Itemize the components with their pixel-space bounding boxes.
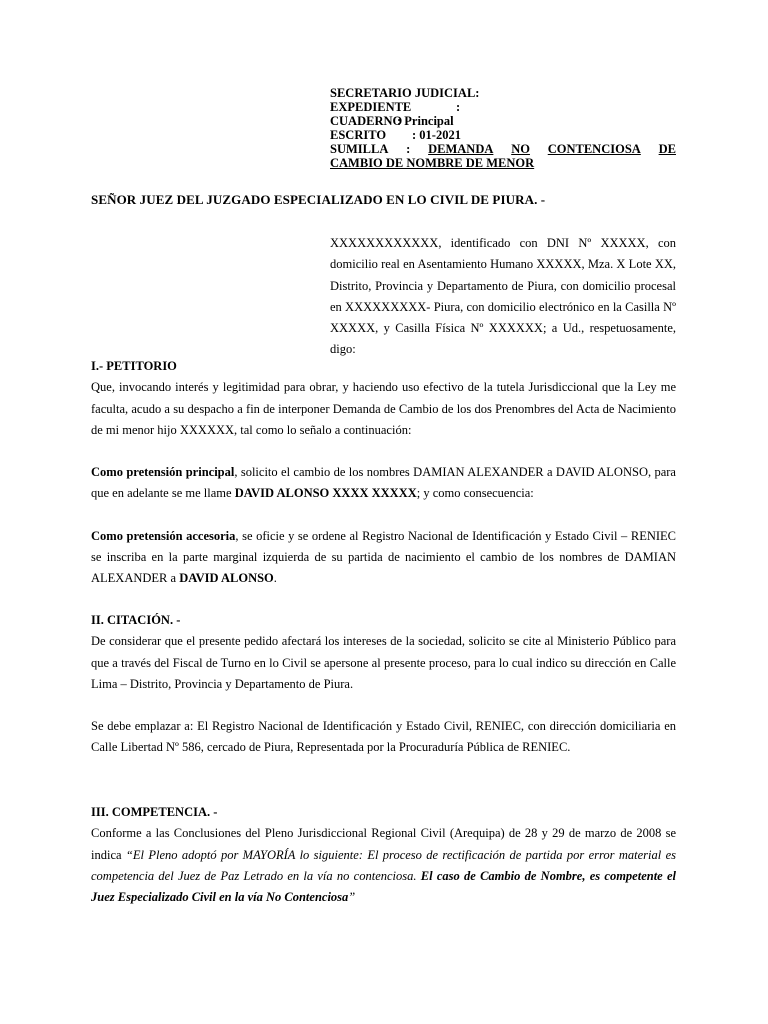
judge-salutation: SEÑOR JUEZ DEL JUZGADO ESPECIALIZADO EN LO CIVIL DE PIURA. -: [91, 192, 546, 207]
header-line-sumilla-2: CAMBIO DE NOMBRE DE MENOR: [330, 156, 535, 170]
header-line-expediente: EXPEDIENTE :: [330, 100, 461, 114]
petitorio-paragraph-3: Como pretensión accesoria, se oficie y se ordene al Registro Nacional de Identificación y Estado Civil – RENIEC se inscriba en la parte marginal izquierda de su partida de nacimiento el cambio de los nombres de DAMIAN ALEXANDER a DAVID ALONSO.: [91, 528, 676, 586]
section-competencia: [91, 802, 676, 908]
citacion-paragraph-2: Se debe emplazar a: El Registro Nacional de Identificación y Estado Civil, RENIEC, con dirección domiciliaria en Calle Libertad Nº 586, cercado de Piura, Representada por la Procuraduría Pública de RENIEC.: [91, 719, 676, 755]
section-petitorio: [91, 356, 676, 590]
competencia-paragraph-1: Conforme a las Conclusiones del Pleno Jurisdiccional Regional Civil (Arequipa) de 28 y 29 de marzo de 2008 se indica “El Pleno adoptó por MAYORÍA lo siguiente: El proceso de rectificación de partida por error material es competencia del Juez de Paz Letrado en la vía no contenciosa. El caso de Cambio de Nombre, es competente el Juez Especializado Civil en la vía No Contenciosa”: [91, 826, 677, 905]
plaintiff-name: XXXXXXXXXXXX: [330, 236, 439, 250]
heading-petitorio: I.- PETITORIO: [91, 359, 177, 373]
petitorio-paragraph-1: Que, invocando interés y legitimidad para obrar, y haciendo uso efectivo de la tutela Jurisdiccional que la Ley me faculta, acudo a su despacho a fin de interponer Demanda de Cambio de los dos Prenombres del Acta de Nacimiento de mi menor hijo XXXXXX, tal como lo señalo a continuación:: [91, 380, 676, 437]
petitorio-paragraph-2: Como pretensión principal, solicito el cambio de los nombres DAMIAN ALEXANDER a DAVID ALONSO, para que en adelante se me llame DAVID ALONSO XXXX XXXXX; y como consecuencia:: [91, 465, 676, 501]
document-header: [330, 86, 676, 170]
header-line-sumilla: SUMILLA : DEMANDA NO CONTENCIOSA DE: [330, 142, 676, 156]
header-line-escrito: ESCRITO : 01-2021: [330, 128, 461, 142]
intro-paragraph: XXXXXXXXXXXX, identificado con DNI Nº XXXXX, con domicilio real en Asentamiento Humano XXXXX, Mza. X Lote XX, Distrito, Provincia y Departamento de Piura, con domicilio procesal en XXXXXXXXX- Piura, con domicilio electrónico en la Casilla Nº XXXXX, y Casilla Física Nº XXXXXX; a Ud., respetuosamente, digo:: [330, 236, 676, 357]
citacion-paragraph-1: De considerar que el presente pedido afectará los intereses de la sociedad, solicito se cite al Ministerio Público para que a través del Fiscal de Turno en lo Civil se apersone al presente proceso, para lo cual indico su dirección en Calle Lima – Distrito, Provincia y Departamento de Piura.: [91, 634, 676, 691]
header-line-cuaderno: CUADERNO : Principal: [330, 114, 454, 128]
header-line-secretario: SECRETARIO JUDICIAL:: [330, 86, 480, 100]
section-citacion: [91, 610, 676, 759]
heading-competencia: III. COMPETENCIA. -: [91, 805, 218, 819]
heading-citacion: II. CITACIÓN. -: [91, 613, 181, 627]
